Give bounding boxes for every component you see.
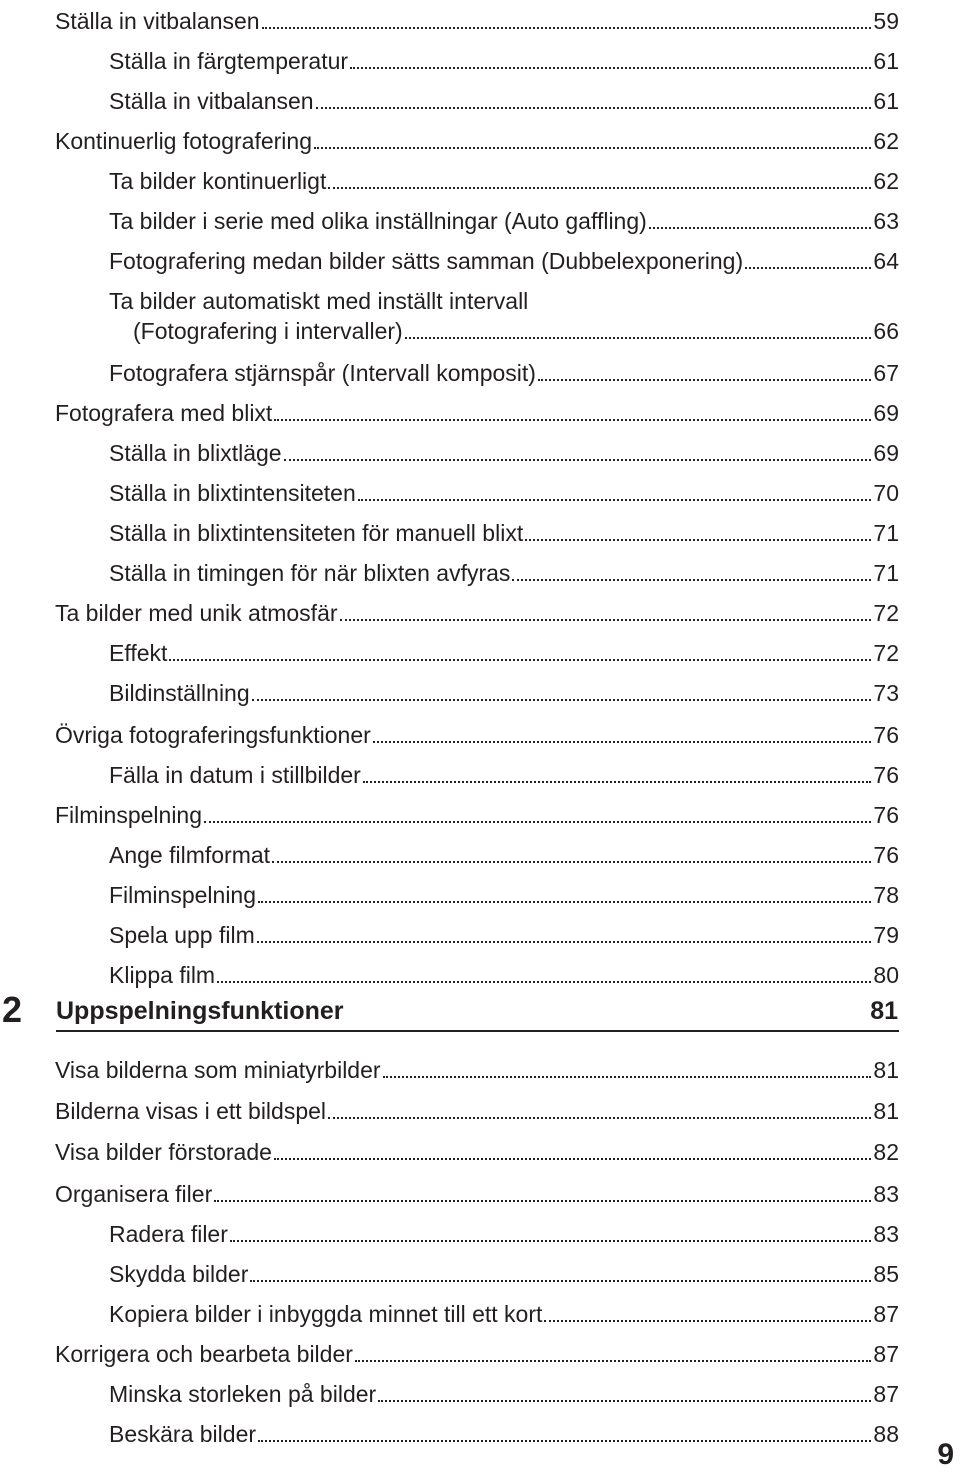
toc-entry-page: 62: [873, 128, 899, 154]
toc-entry-label: Bilderna visas i ett bildspel: [55, 1098, 327, 1124]
toc-entry-label: Visa bilderna som miniatyrbilder: [55, 1057, 381, 1083]
toc-entry[interactable]: [0, 310, 960, 344]
toc-entry[interactable]: [0, 1293, 960, 1327]
toc-entry-page: 88: [873, 1421, 899, 1447]
dot-leader: [258, 1440, 871, 1442]
toc-entry[interactable]: [0, 280, 960, 314]
dot-leader: [745, 267, 871, 269]
toc-entry-page: 87: [873, 1341, 899, 1367]
toc-entry-label: Ta bilder kontinuerligt: [109, 168, 327, 194]
toc-entry[interactable]: [0, 1090, 960, 1124]
dot-leader: [314, 147, 871, 149]
toc-entry[interactable]: [0, 874, 960, 908]
toc-entry-page: 76: [873, 762, 899, 788]
toc-entry[interactable]: [0, 80, 960, 114]
dot-leader: [274, 419, 871, 421]
chapter-page: 81: [870, 997, 898, 1025]
toc-entry[interactable]: [0, 1333, 960, 1367]
dot-leader: [378, 1400, 871, 1402]
dot-leader: [525, 539, 871, 541]
dot-leader: [512, 579, 871, 581]
toc-entry-page: 70: [873, 480, 899, 506]
toc-entry-label: Fotografering medan bilder sätts samman (Dubbelexponering): [109, 248, 744, 274]
toc-entry[interactable]: [0, 552, 960, 586]
dot-leader: [204, 821, 871, 823]
toc-entry-page: 67: [873, 360, 899, 386]
dot-leader: [544, 1320, 871, 1322]
toc-entry-label: Fotografera med blixt: [55, 400, 273, 426]
toc-entry-label: Ta bilder med unik atmosfär: [55, 600, 338, 626]
dot-leader: [340, 619, 872, 621]
toc-entry-page: 79: [873, 922, 899, 948]
toc-entry-page: 73: [873, 680, 899, 706]
dot-leader: [169, 659, 871, 661]
toc-entry-label: Organisera filer: [55, 1181, 213, 1207]
toc-entry[interactable]: [0, 592, 960, 626]
toc-entry-label: Spela upp film: [109, 922, 255, 948]
toc-entry[interactable]: [0, 472, 960, 506]
dot-leader: [230, 1240, 872, 1242]
toc-entry-page: 61: [873, 88, 899, 114]
toc-entry-label: Ställa in vitbalansen: [109, 88, 314, 114]
chapter-number: 2: [2, 989, 23, 1030]
dot-leader: [649, 227, 872, 229]
toc-entry-page: 64: [873, 248, 899, 274]
dot-leader: [274, 1158, 871, 1160]
dot-leader: [272, 861, 871, 863]
dot-leader: [328, 1117, 871, 1119]
toc-entry-label: Ställa in blixtläge: [109, 440, 282, 466]
toc-entry[interactable]: [0, 1173, 960, 1207]
dot-leader: [350, 67, 871, 69]
toc-entry-page: 71: [873, 560, 899, 586]
toc-entry-label: Fälla in datum i stillbilder: [109, 762, 361, 788]
toc-entry-page: 82: [873, 1139, 899, 1165]
dot-leader: [373, 741, 872, 743]
toc-entry-label: Ställa in blixtintensiteten för manuell blixt: [109, 520, 524, 546]
toc-entry[interactable]: [0, 754, 960, 788]
toc-entry[interactable]: [0, 914, 960, 948]
toc-entry[interactable]: [0, 200, 960, 234]
toc-entry[interactable]: [0, 1253, 960, 1287]
toc-entry-page: 59: [873, 8, 899, 34]
dot-leader: [252, 699, 872, 701]
toc-entry-page: 69: [873, 440, 899, 466]
toc-entry[interactable]: [0, 512, 960, 546]
dot-leader: [250, 1280, 871, 1282]
toc-entry-label: Ställa in timingen för när blixten avfyras: [109, 560, 511, 586]
toc-entry[interactable]: [0, 1049, 960, 1083]
dot-leader: [358, 499, 872, 501]
chapter-rule: [56, 1030, 899, 1032]
toc-entry-label: Bildinställning: [109, 680, 250, 706]
toc-entry-page: 76: [873, 802, 899, 828]
toc-entry-label: Fotografera stjärnspår (Intervall komposit): [109, 360, 536, 386]
dot-leader: [284, 459, 872, 461]
toc-entry[interactable]: [0, 954, 960, 988]
toc-entry-page: 71: [873, 520, 899, 546]
dot-leader: [355, 1360, 872, 1362]
dot-leader: [214, 1200, 871, 1202]
toc-entry-page: 80: [873, 962, 899, 988]
toc-entry[interactable]: [0, 432, 960, 466]
toc-entry[interactable]: [0, 120, 960, 154]
toc-entry-label: Ställa in blixtintensiteten: [109, 480, 356, 506]
toc-entry-label: Skydda bilder: [109, 1261, 249, 1287]
toc-entry-page: 81: [873, 1098, 899, 1124]
toc-entry[interactable]: [0, 1131, 960, 1165]
dot-leader: [538, 379, 871, 381]
toc-entry-page: 81: [873, 1057, 899, 1083]
dot-leader: [328, 187, 871, 189]
toc-entry-page: 72: [873, 600, 899, 626]
toc-entry-label: Klippa film: [109, 962, 216, 988]
dot-leader: [316, 107, 872, 109]
toc-entry-label: Minska storleken på bilder: [109, 1381, 377, 1407]
toc-entry[interactable]: [0, 632, 960, 666]
toc-entry[interactable]: [0, 392, 960, 426]
toc-entry-page: 69: [873, 400, 899, 426]
toc-entry-page: 62: [873, 168, 899, 194]
toc-entry-page: 76: [873, 722, 899, 748]
toc-entry-page: 83: [873, 1221, 899, 1247]
dot-leader: [405, 337, 872, 339]
toc-entry[interactable]: [0, 352, 960, 386]
toc-entry-page: 87: [873, 1381, 899, 1407]
toc-entry[interactable]: [0, 240, 960, 274]
dot-leader: [383, 1076, 872, 1078]
toc-entry-page: 85: [873, 1261, 899, 1287]
toc-entry[interactable]: [0, 834, 960, 868]
toc-entry[interactable]: [0, 794, 960, 828]
toc-entry-page: 61: [873, 48, 899, 74]
toc-entry-label: Korrigera och bearbeta bilder: [55, 1341, 353, 1367]
dot-leader: [217, 981, 871, 983]
toc-entry-label: Ställa in vitbalansen: [55, 8, 260, 34]
chapter-title: Uppspelningsfunktioner: [56, 997, 344, 1025]
toc-entry-page: 72: [873, 640, 899, 666]
toc-entry-label: Filminspelning: [109, 882, 257, 908]
dot-leader: [258, 901, 871, 903]
toc-entry-page: 66: [873, 318, 899, 344]
toc-entry-page: 76: [873, 842, 899, 868]
toc-entry-label: Ta bilder i serie med olika inställningar (Auto gaffling): [109, 208, 647, 234]
dot-leader: [262, 27, 872, 29]
toc-entry-label: Kontinuerlig fotografering: [55, 128, 312, 154]
toc-entry-label: Visa bilder förstorade: [55, 1139, 272, 1165]
toc-entry[interactable]: [0, 160, 960, 194]
toc-entry[interactable]: [0, 1213, 960, 1247]
toc-entry-label: Ställa in färgtemperatur: [109, 48, 349, 74]
toc-entry[interactable]: [0, 1373, 960, 1407]
toc-entry-label: (Fotografering i intervaller): [133, 318, 403, 344]
toc-entry-label: Beskära bilder: [109, 1421, 257, 1447]
toc-entry-label: Radera filer: [109, 1221, 228, 1247]
toc-entry[interactable]: [0, 672, 960, 706]
toc-entry[interactable]: [0, 40, 960, 74]
toc-entry-label: Kopiera bilder i inbyggda minnet till ett kort: [109, 1301, 543, 1327]
toc-entry-page: 63: [873, 208, 899, 234]
toc-entry-page: 78: [873, 882, 899, 908]
toc-entry[interactable]: [0, 1413, 960, 1447]
dot-leader: [257, 941, 872, 943]
page-number: 9: [937, 1438, 954, 1471]
toc-entry-label: Övriga fotograferingsfunktioner: [55, 722, 371, 748]
toc-entry-label: Ange filmformat: [109, 842, 271, 868]
toc-entry-page: 83: [873, 1181, 899, 1207]
toc-entry[interactable]: [0, 714, 960, 748]
chapter-heading[interactable]: [0, 990, 960, 1032]
toc-entry-label: Filminspelning: [55, 802, 203, 828]
toc-entry-label: Ta bilder automatiskt med inställt intervall: [109, 288, 529, 314]
toc-entry[interactable]: [0, 0, 960, 34]
dot-leader: [363, 781, 872, 783]
toc-entry-page: 87: [873, 1301, 899, 1327]
toc-entry-label: Effekt: [109, 640, 168, 666]
